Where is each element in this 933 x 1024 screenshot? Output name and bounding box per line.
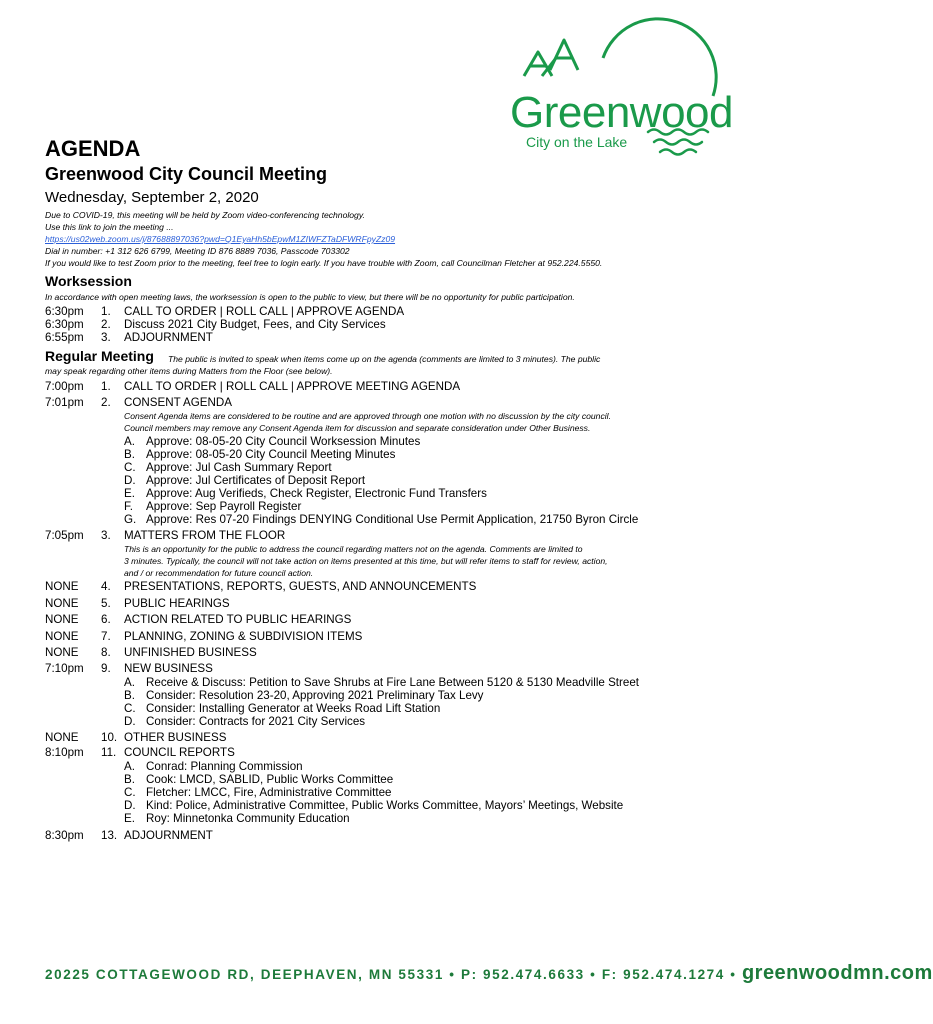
sub-letter: B. — [124, 773, 135, 786]
item-time: NONE — [45, 646, 79, 659]
consent-description: Consent Agenda items are considered to be routine and are approved through one motion with no discussion by the city council. — [124, 411, 611, 421]
sub-label: Approve: Jul Cash Summary Report — [146, 461, 332, 474]
notice-line: Use this link to join the meeting ... — [45, 222, 174, 232]
sub-label: Consider: Installing Generator at Weeks Road Lift Station — [146, 702, 441, 715]
notice-line: If you would like to test Zoom prior to the meeting, feel free to login early. If you have trouble with Zoom, call Councilman Fletcher at 952.224.5550. — [45, 258, 603, 268]
sub-letter: B. — [124, 689, 135, 702]
sub-letter: C. — [124, 461, 136, 474]
footer — [45, 962, 933, 985]
sub-label: Conrad: Planning Commission — [146, 760, 303, 773]
item-time: NONE — [45, 613, 79, 626]
sub-letter: A. — [124, 676, 135, 689]
sub-label: Receive & Discuss: Petition to Save Shrubs at Fire Lane Between 5120 & 5130 Meadville Street — [146, 676, 640, 689]
sub-label: Approve: 08-05-20 City Council Worksession Minutes — [146, 435, 421, 448]
item-time: NONE — [45, 630, 79, 643]
sub-letter: E. — [124, 812, 135, 825]
item-number: 1. — [101, 380, 111, 393]
item-label: PRESENTATIONS, REPORTS, GUESTS, AND ANNOUNCEMENTS — [124, 580, 477, 593]
item-number: 9. — [101, 662, 111, 675]
sub-letter: D. — [124, 715, 136, 728]
sub-letter: D. — [124, 799, 136, 812]
floor-description: 3 minutes. Typically, the council will not take action on items presented at this time, but will refer items to staff for review, action, — [124, 556, 608, 566]
logo-tagline: City on the Lake — [526, 134, 628, 150]
item-label: COUNCIL REPORTS — [124, 746, 235, 759]
floor-description: and / or recommendation for future council action. — [124, 568, 314, 578]
item-time: 7:05pm — [45, 529, 84, 542]
worksession-note: In accordance with open meeting laws, the worksession is open to the public to view, but there will be no opportunity for public participation. — [45, 292, 575, 302]
logo-wordmark: Greenwood — [510, 88, 733, 137]
item-time: 8:10pm — [45, 746, 84, 759]
item-time: 6:30pm — [45, 318, 84, 331]
sub-letter: D. — [124, 474, 136, 487]
item-number: 7. — [101, 630, 111, 643]
sub-label: Approve: Sep Payroll Register — [146, 500, 302, 513]
item-label: PUBLIC HEARINGS — [124, 597, 230, 610]
item-number: 6. — [101, 613, 111, 626]
sub-label: Fletcher: LMCC, Fire, Administrative Committee — [146, 786, 392, 799]
item-number: 1. — [101, 305, 111, 318]
sub-letter: B. — [124, 448, 135, 461]
city-logo — [508, 36, 733, 160]
meeting-date: Wednesday, September 2, 2020 — [45, 189, 259, 206]
zoom-link[interactable]: https://us02web.zoom.us/j/87688897036?pwd=Q1EyaHh5bEpwM1ZIWFZTaDFWRFpyZz09 — [45, 234, 396, 244]
notice-line: Dial in number: +1 312 626 6799, Meeting ID 876 8889 7036, Passcode 703302 — [45, 246, 350, 256]
page-title: AGENDA — [45, 136, 141, 161]
item-number: 5. — [101, 597, 111, 610]
footer-address: 20225 COTTAGEWOOD RD, DEEPHAVEN, MN 55331 • P: 952.474.6633 • F: 952.474.1274 • — [45, 967, 737, 982]
sub-label: Approve: 08-05-20 City Council Meeting Minutes — [146, 448, 396, 461]
sub-letter: A. — [124, 760, 135, 773]
sub-label: Cook: LMCD, SABLID, Public Works Committee — [146, 773, 394, 786]
zoom-notice — [45, 209, 602, 269]
item-number: 4. — [101, 580, 111, 593]
item-label: CALL TO ORDER | ROLL CALL | APPROVE AGENDA — [124, 305, 405, 318]
sub-letter: F. — [124, 500, 134, 513]
item-number: 3. — [101, 529, 111, 542]
worksession-heading: Worksession — [45, 273, 132, 289]
sub-label: Consider: Resolution 23-20, Approving 2021 Preliminary Tax Levy — [146, 689, 484, 702]
item-label: Discuss 2021 City Budget, Fees, and City Services — [124, 318, 386, 331]
sub-letter: C. — [124, 786, 136, 799]
floor-description: This is an opportunity for the public to address the council regarding matters not on the agenda. Comments are limited to — [124, 544, 583, 554]
item-time: NONE — [45, 597, 79, 610]
sub-letter: C. — [124, 702, 136, 715]
sub-label: Kind: Police, Administrative Committee, Public Works Committee, Mayors’ Meetings, Website — [146, 799, 624, 812]
sub-letter: E. — [124, 487, 135, 500]
item-time: NONE — [45, 731, 79, 744]
item-time: NONE — [45, 580, 79, 593]
item-label: OTHER BUSINESS — [124, 731, 227, 744]
regular-note: may speak regarding other items during Matters from the Floor (see below). — [45, 366, 333, 376]
regular-note: The public is invited to speak when items come up on the agenda (comments are limited to 3 minutes). The public — [168, 354, 601, 364]
item-label: MATTERS FROM THE FLOOR — [124, 529, 286, 542]
regular-meeting-heading: Regular Meeting — [45, 348, 154, 364]
item-label: PLANNING, ZONING & SUBDIVISION ITEMS — [124, 630, 363, 643]
sub-label: Approve: Aug Verifieds, Check Register, Electronic Fund Transfers — [146, 487, 487, 500]
meeting-title: Greenwood City Council Meeting — [45, 164, 328, 184]
item-time: 7:00pm — [45, 380, 84, 393]
sub-letter: G. — [124, 513, 137, 526]
item-label: ADJOURNMENT — [124, 331, 213, 344]
sub-label: Consider: Contracts for 2021 City Services — [146, 715, 366, 728]
consent-description: Council members may remove any Consent Agenda item for discussion and separate consideration under Other Business. — [124, 423, 591, 433]
item-label: ACTION RELATED TO PUBLIC HEARINGS — [124, 613, 352, 626]
item-number: 3. — [101, 331, 111, 344]
item-time: 7:01pm — [45, 396, 84, 409]
item-time: 7:10pm — [45, 662, 84, 675]
item-number: 13. — [101, 829, 118, 842]
sub-label: Approve: Res 07-20 Findings DENYING Conditional Use Permit Application, 21750 Byron Circle — [146, 513, 639, 526]
item-label: NEW BUSINESS — [124, 662, 213, 675]
notice-line: Due to COVID-19, this meeting will be held by Zoom video-conferencing technology. — [45, 210, 365, 220]
sub-label: Approve: Jul Certificates of Deposit Report — [146, 474, 366, 487]
item-time: 6:30pm — [45, 305, 84, 318]
item-label: UNFINISHED BUSINESS — [124, 646, 257, 659]
item-time: 8:30pm — [45, 829, 84, 842]
sub-letter: A. — [124, 435, 135, 448]
item-number: 10. — [101, 731, 118, 744]
item-number: 8. — [101, 646, 111, 659]
item-label: ADJOURNMENT — [124, 829, 213, 842]
item-number: 2. — [101, 318, 111, 331]
item-label: CALL TO ORDER | ROLL CALL | APPROVE MEETING AGENDA — [124, 380, 461, 393]
sub-label: Roy: Minnetonka Community Education — [146, 812, 350, 825]
item-label: CONSENT AGENDA — [124, 396, 233, 409]
item-number: 2. — [101, 396, 111, 409]
footer-website-link[interactable]: greenwoodmn.com — [741, 962, 933, 984]
item-number: 11. — [101, 746, 117, 759]
item-time: 6:55pm — [45, 331, 84, 344]
